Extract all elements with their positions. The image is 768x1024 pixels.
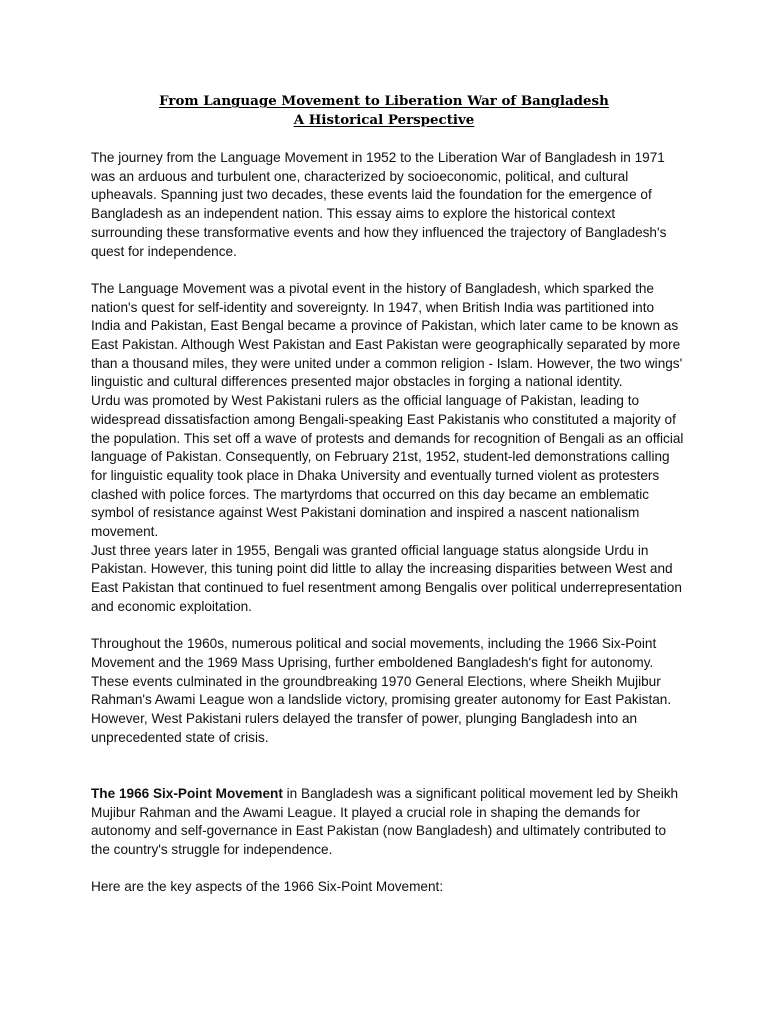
paragraph-intro: The journey from the Language Movement in 1952 to the Liberation War of Bangladesh in 1971 was an arduous and turbulent one, characterized by socioeconomic, political, and cultural upheavals. Spanning just two decades, these events laid the foundation for the emergence of Bangladesh as an independent nation. This essay aims to explore the historical context surrounding these transformative events and how they influenced the trajectory of Bangladesh's quest for independence. [91, 150, 667, 259]
paragraph-gap [91, 860, 686, 879]
document-body [91, 149, 686, 897]
paragraph-1960s: Throughout the 1960s, numerous political and social movements, including the 1966 Six-Point Movement and the 1969 Mass Uprising, further emboldened Bangladesh's fight for autonomy. These events culminated in the groundbreaking 1970 General Elections, where Sheikh Mujibur Rahman's Awami League won a landslide victory, promising greater autonomy for East Pakistan. However, West Pakistani rulers delayed the transfer of power, plunging Bangladesh into an unprecedented state of crisis. [91, 636, 672, 745]
paragraph-six-point [91, 785, 686, 860]
paragraph-language-movement: The Language Movement was a pivotal event in the history of Bangladesh, which sparked the nation's quest for self-identity and sovereignty. In 1947, when British India was partitioned into India and Pakistan, East Bengal became a province of Pakistan, which later came to be known as East Pakistan. Although West Pakistan and East Pakistan were geographically separated by more than a thousand miles, they were united under a common religion - Islam. However, the two wings' linguistic and cultural differences presented major obstacles in forging a national identity. [91, 280, 683, 390]
paragraph-urdu: Urdu was promoted by West Pakistani rulers as the official language of Pakistan, leading to widespread dissatisfaction among Bengali-speaking East Pakistanis who constituted a majority of the population. This set off a wave of protests and demands for recognition of Bengali as an official language of Pakistan. Consequently, on February 21st, 1952, student-led demonstrations calling for linguistic equality took place in Dhaka University and eventually turned violent as protesters clashed with police forces. The martyrdoms that occurred on this day became an emblematic symbol of resistance against West Pakistani domination and inspired a nascent nationalism movement. [91, 393, 684, 540]
paragraph-gap [91, 747, 686, 784]
six-point-bold-lead: The 1966 Six-Point Movement [91, 785, 283, 801]
document-title [0, 92, 768, 130]
paragraph-1955: Just three years later in 1955, Bengali was granted official language status alongside Urdu in Pakistan. However, this tuning point did little to allay the increasing disparities between West and East Pakistan that continued to fuel resentment among Bengalis over political underrepresentation and economic exploitation. [91, 542, 682, 614]
paragraph-gap [91, 617, 686, 636]
title-line-2: A Historical Perspective [293, 112, 475, 128]
paragraph-key-aspects: Here are the key aspects of the 1966 Six-Point Movement: [91, 879, 444, 895]
title-line-1: From Language Movement to Liberation War of Bangladesh [159, 93, 609, 109]
six-point-text: in Bangladesh was a significant political movement led by Sheikh Mujibur Rahman and the Awami League. It played a crucial role in shaping the demands for autonomy and self-governance in East Pakistan (now Bangladesh) and ultimately contributed to the country's struggle for independence. [91, 785, 679, 857]
paragraph-gap [91, 261, 686, 280]
